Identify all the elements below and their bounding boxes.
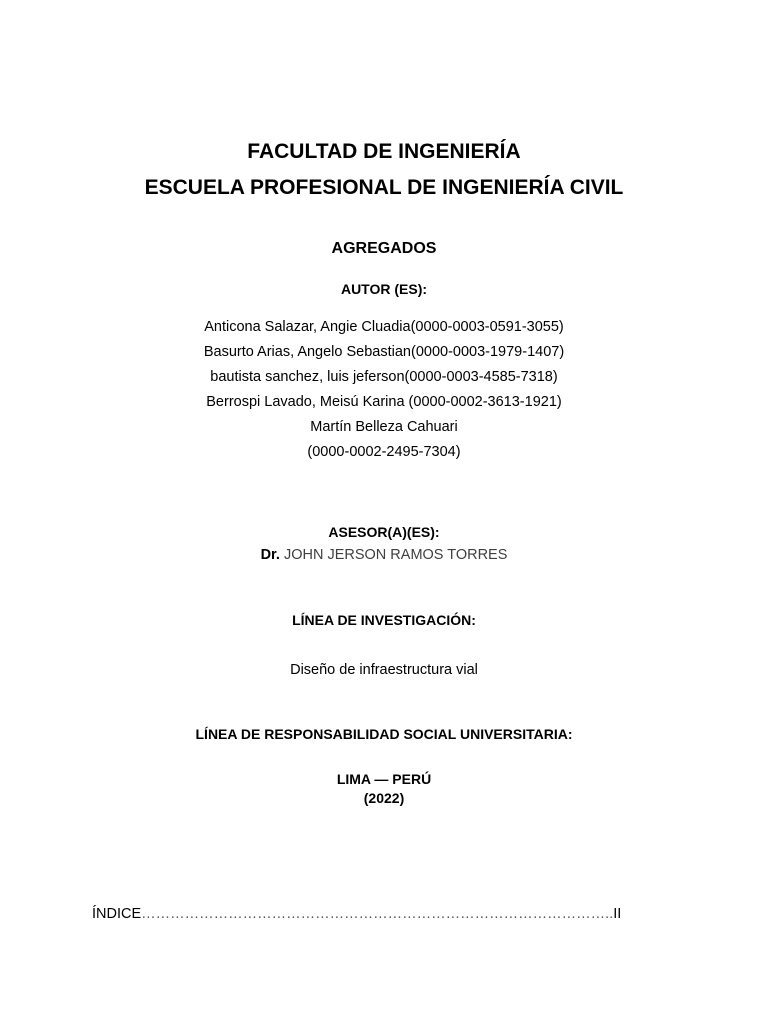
- advisor-line: [0, 547, 768, 563]
- document-title: AGREGADOS: [331, 240, 437, 257]
- author-line: bautista sanchez, luis jeferson(0000-0003-4585-7318): [210, 369, 558, 385]
- authors-heading: AUTOR (ES):: [340, 281, 428, 297]
- toc-page-number: II: [613, 906, 622, 922]
- school-title: ESCUELA PROFESIONAL DE INGENIERÍA CIVIL: [144, 176, 624, 199]
- place: LIMA — PERÚ: [336, 771, 432, 787]
- year: (2022): [363, 790, 405, 806]
- research-heading: LÍNEA DE INVESTIGACIÓN:: [292, 612, 476, 628]
- author-line: Berrospi Lavado, Meisú Karina (0000-0002-3613-1921): [206, 394, 562, 410]
- faculty-title: FACULTAD DE INGENIERÍA: [247, 140, 521, 163]
- toc-label: ÍNDICE: [92, 906, 142, 922]
- author-line: Anticona Salazar, Angie Cluadia(0000-0003-0591-3055): [204, 319, 564, 335]
- author-line: (0000-0002-2495-7304): [307, 444, 461, 460]
- research-line: Diseño de infraestructura vial: [290, 662, 478, 678]
- advisor-name: JOHN JERSON RAMOS TORRES: [283, 547, 508, 563]
- social-responsibility-heading: LÍNEA DE RESPONSABILIDAD SOCIAL UNIVERSITARIA:: [195, 726, 573, 742]
- author-line: Basurto Arias, Angelo Sebastian(0000-0003-1979-1407): [203, 344, 565, 360]
- advisor-prefix: Dr.: [260, 547, 280, 563]
- toc-leader-dots: ……………………………………………………………………………………..: [141, 906, 614, 922]
- author-line: Martín Belleza Cahuari: [310, 419, 458, 435]
- toc-entry[interactable]: [92, 906, 621, 922]
- advisor-heading: ASESOR(A)(ES):: [328, 524, 440, 540]
